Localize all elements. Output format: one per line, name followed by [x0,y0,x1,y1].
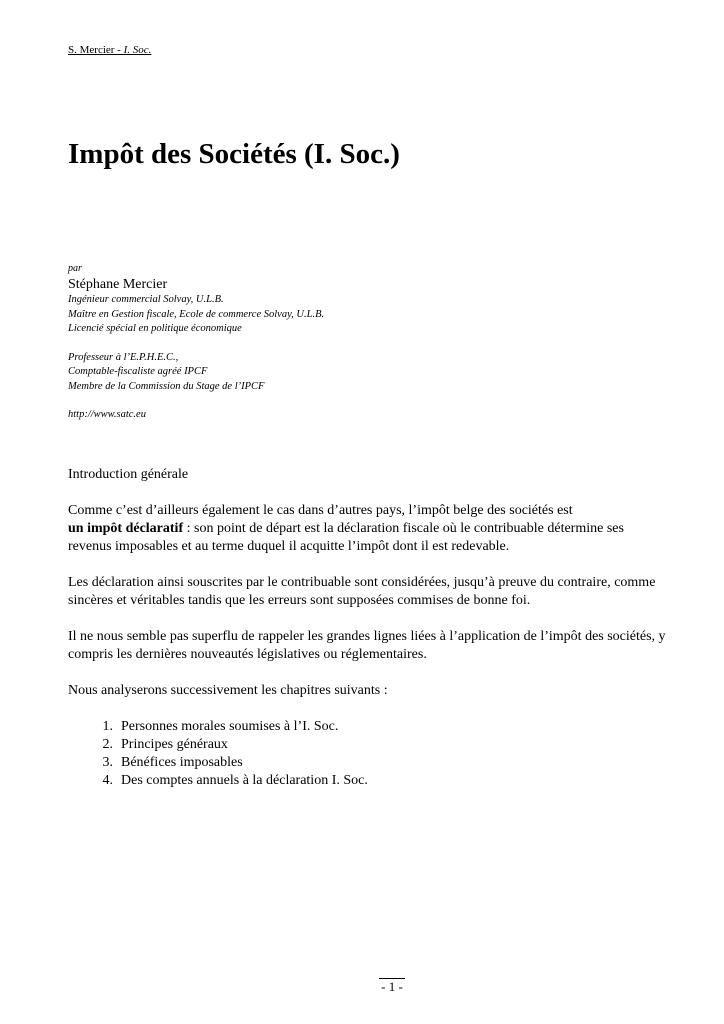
section-heading: Introduction générale [68,467,189,482]
credential-line: Ingénieur commercial Solvay, U.L.B. [68,294,224,305]
running-header [68,44,151,57]
list-number: 2. [102,737,113,752]
list-number: 3. [102,755,113,770]
author-block [68,263,688,423]
paragraph-1 [68,502,668,556]
paragraph-text: Comme c’est d’ailleurs également le cas dans d’autres pays, l’impôt belge des sociétés est [68,503,573,518]
credential-line: Maître en Gestion fiscale, Ecole de commerce Solvay, U.L.B. [68,308,325,320]
paragraph-2: Les déclaration ainsi souscrites par le contribuable sont considérées, jusqu’à preuve du contraire, comme sincères et véritables tandis que les erreurs sont supposées commises de bonne foi. [68,575,656,608]
list-label: Principes généraux [121,737,228,752]
spacer [68,337,688,351]
list-number: 1. [102,719,113,734]
paragraph-3: Il ne nous semble pas superflu de rappeler les grandes lignes liées à l’application de l’impôt des sociétés, y compris les dernières nouveautés législatives ou réglementaires. [68,629,666,662]
credential-line: Professeur à l’E.P.H.E.C., [68,351,179,363]
paragraph-text: : son point de départ est la déclaration fiscale où le contribuable détermine ses revenus imposables et au terme duquel il acquitte l’impôt dont il est redevable. [68,521,624,554]
paragraph-4: Nous analyserons successivement les chapitres suivants : [68,683,388,698]
credential-line: Licencié spécial en politique économique [68,323,242,334]
header-author: S. Mercier - [68,44,124,56]
header-abbrev: I. Soc. [123,44,152,56]
list-item [68,754,668,772]
document-body [68,466,668,790]
page-number: - 1 - [381,979,403,994]
spacer [68,394,688,408]
author-name: Stéphane Mercier [68,277,168,292]
chapter-list [68,718,668,790]
credential-line: Membre de la Commission du Stage de l’IPCF [68,380,265,392]
by-label: par [68,263,82,274]
list-item [68,718,668,736]
list-item [68,772,668,790]
author-website: http://www.satc.eu [68,409,146,420]
list-item [68,736,668,754]
bold-term: un impôt déclaratif [68,521,184,536]
document-title: Impôt des Sociétés (I. Soc.) [68,138,400,170]
list-number: 4. [102,773,113,788]
credential-line: Comptable-fiscaliste agréé IPCF [68,366,208,377]
list-label: Personnes morales soumises à l’I. Soc. [121,719,339,734]
list-label: Bénéfices imposables [121,755,243,770]
list-label: Des comptes annuels à la déclaration I. Soc. [121,773,368,788]
page-footer [0,978,724,995]
